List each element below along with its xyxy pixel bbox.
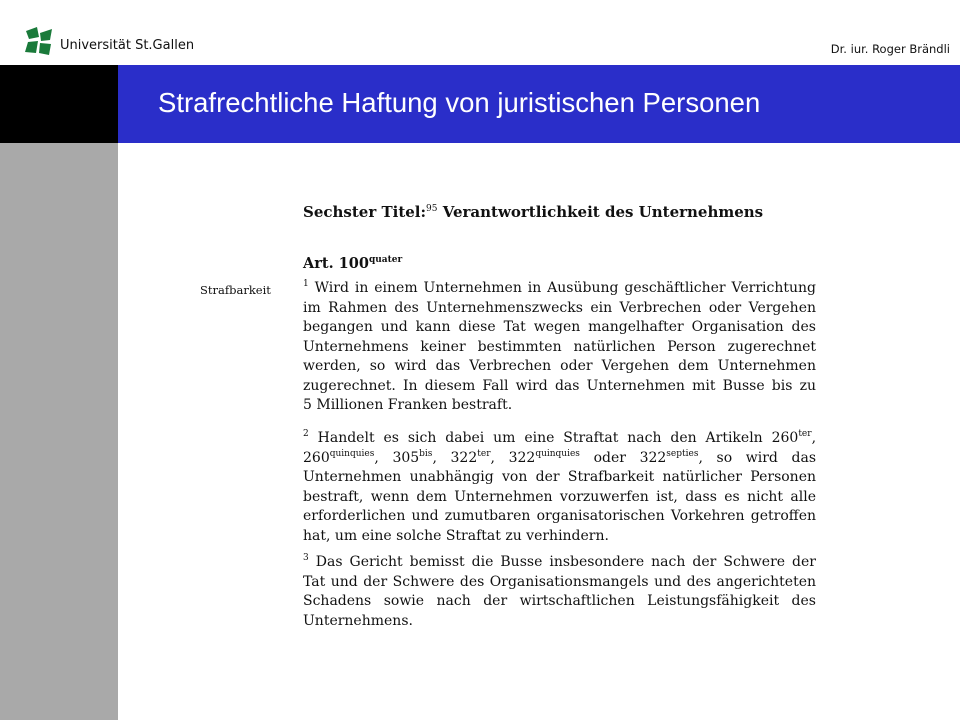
paragraph-line [303, 279, 816, 299]
left-side-bar [0, 143, 118, 720]
line-text: Schadens sowie nach der wirtschaftlichen Leistungsfähigkeit des [303, 593, 816, 609]
paragraph-line [303, 299, 816, 319]
paragraph-line [303, 468, 816, 488]
paragraph-line [303, 612, 816, 632]
line-text: oder 322 [579, 449, 667, 466]
line-text: Unternehmen unabhängig von der Strafbarkeit natürlicher Personen [303, 469, 816, 485]
article-suffix: septies [666, 448, 699, 459]
line-text: Handelt es sich dabei um eine Straftat nach den Artikeln 260 [317, 430, 799, 446]
heading-rest: Verantwortlichkeit des Unternehmens [442, 203, 764, 221]
paragraph-number: 2 [303, 429, 309, 439]
paragraph-line [303, 396, 816, 416]
title-black-block [0, 65, 118, 143]
paragraph-3 [303, 553, 816, 631]
line-text: Unternehmens. [303, 612, 413, 629]
line-text: , 305 [374, 449, 420, 466]
logo-text: Universität St.Gallen [60, 37, 195, 53]
paragraph-2 [303, 429, 816, 546]
paragraph-line [303, 507, 816, 527]
paragraph-line [303, 488, 816, 508]
article-label: Art. 100 [303, 255, 369, 272]
line-text: 5 Millionen Franken bestraft. [303, 397, 513, 413]
line-text: 260 [303, 449, 330, 466]
line-text: Tat und der Schwere des Organisationsmangels und des angerichteten [303, 573, 816, 590]
line-text: bestraft, wenn dem Unternehmen vorzuwerfen ist, dass es nicht alle [303, 488, 816, 505]
paragraph-line [303, 338, 816, 358]
paragraph-number: 3 [303, 553, 309, 563]
document-heading [303, 203, 763, 221]
line-text: zugerechnet. In diesem Fall wird das Unternehmen mit Busse bis zu [303, 377, 816, 394]
paragraph-line [303, 553, 816, 573]
line-text: hat, um eine solche Straftat zu verhindern. [303, 527, 609, 544]
legal-document [118, 143, 960, 720]
paragraph-line [303, 573, 816, 593]
line-text: werden, so wird das Verbrechen oder Vergehen dem Unternehmen [303, 358, 816, 374]
title-band [118, 65, 960, 143]
article-suffix: bis [419, 448, 433, 459]
slide-title: Strafrechtliche Haftung von juristischen Personen [158, 87, 761, 118]
line-text: , so wird das [698, 449, 817, 466]
article-suffix: ter [798, 429, 812, 439]
article-suffix: quinquies [329, 448, 375, 459]
article-suffix: quinquies [535, 448, 580, 459]
paragraph-line [303, 592, 816, 612]
paragraph-line: $^2$ Handelt es sich dabei um eine Straftat nach den Artikeln $260^{ter}$, [303, 429, 817, 446]
line-text: im Rahmen des Unternehmenszwecks ein Verbrechen oder Vergehen [303, 299, 816, 316]
line-text: erforderlichen und zumutbaren organisatorischen Vorkehren getroffen [303, 508, 816, 524]
paragraph-line [303, 527, 816, 547]
article-suffix: ter [477, 448, 491, 459]
article-number [303, 255, 402, 272]
paragraph-line [303, 377, 816, 397]
paragraph-number: 1 [303, 279, 309, 289]
line-text: begangen und kann diese Tat wegen mangelhafter Organisation des [303, 319, 816, 335]
paragraph-line [303, 318, 816, 338]
line-text: Unternehmens keiner bestimmten natürlichen Person zugerechnet [303, 338, 816, 355]
line-text: , 322 [432, 449, 478, 466]
article-sup: quater [368, 255, 403, 265]
heading-footnote: 95 [426, 204, 438, 214]
line-text: Das Gericht bemisst die Busse insbesondere nach der Schwere der [315, 554, 816, 570]
line-text: , 322 [490, 449, 536, 466]
paragraph-line [303, 449, 816, 469]
hsg-leaf-icon [24, 27, 54, 57]
author-name: Dr. iur. Roger Brändli [830, 42, 950, 56]
line-text: Wird in einem Unternehmen in Ausübung geschäftlicher Verrichtung [314, 280, 816, 296]
paragraph-1 [303, 279, 816, 416]
paragraph-line [303, 357, 816, 377]
university-logo[interactable] [24, 22, 194, 62]
heading-label: Sechster Titel: [303, 203, 427, 221]
margin-note: Strafbarkeit [200, 283, 271, 297]
